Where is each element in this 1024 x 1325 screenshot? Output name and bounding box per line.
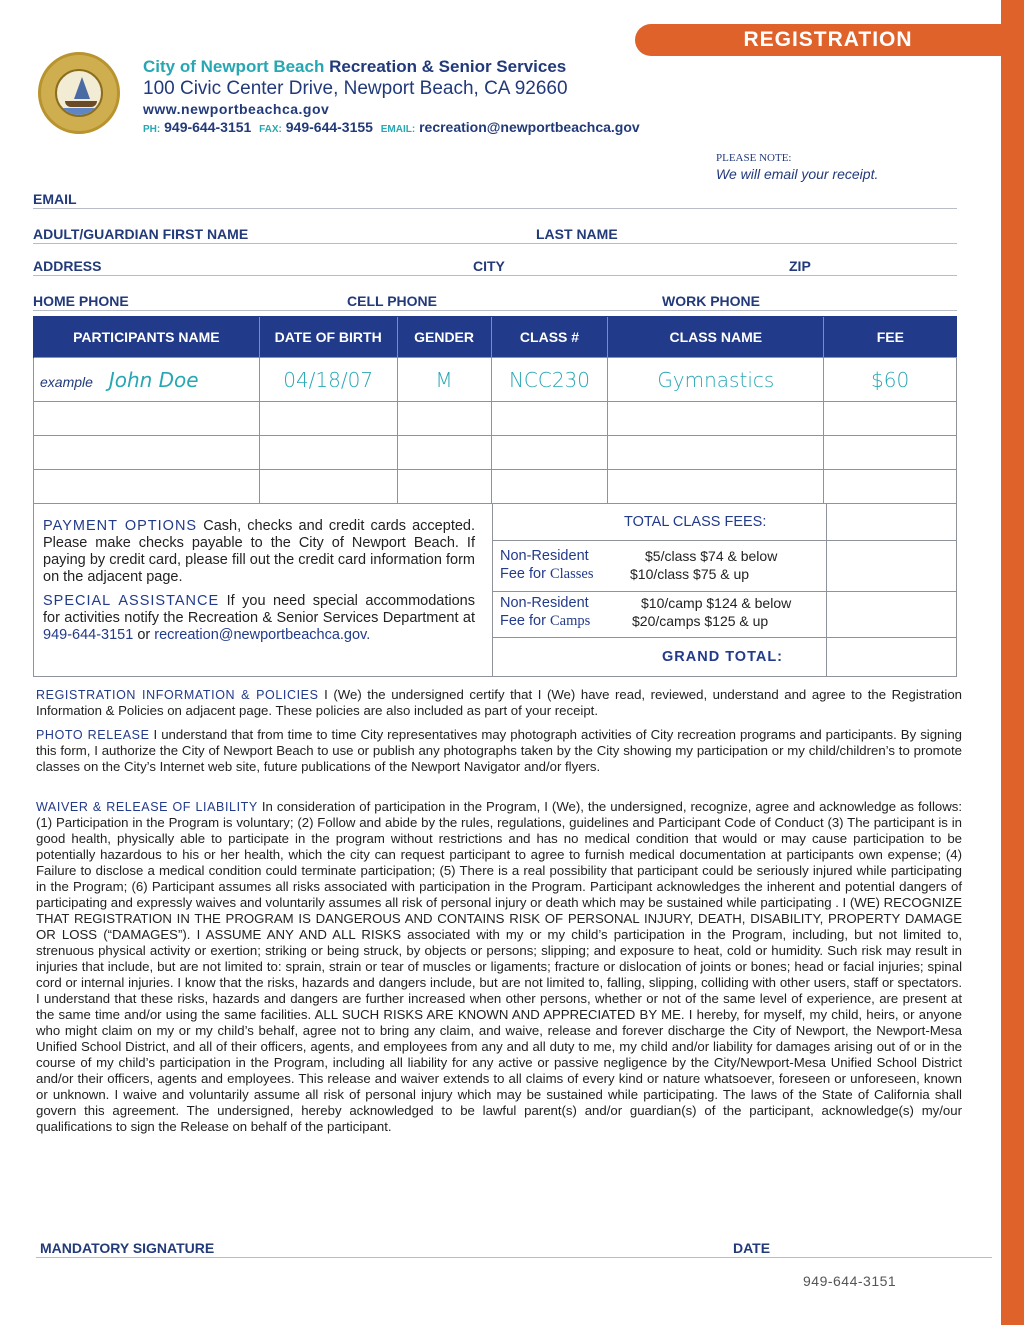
col-gender: GENDER bbox=[397, 317, 491, 358]
email-field[interactable] bbox=[33, 208, 957, 209]
footer-phone: 949-644-3151 bbox=[803, 1273, 897, 1289]
example-class-number: NCC230 bbox=[491, 358, 608, 402]
work-phone-label: WORK PHONE bbox=[662, 293, 760, 309]
col-class-number: CLASS # bbox=[491, 317, 608, 358]
col-participant-name: PARTICIPANTS NAME bbox=[34, 317, 260, 358]
example-row bbox=[34, 358, 957, 402]
table-row[interactable] bbox=[34, 402, 957, 436]
example-dob: 04/18/07 bbox=[259, 358, 397, 402]
special-assistance: SPECIAL ASSISTANCE If you need special accommodations for activities notify the Recreation & Senior Services Department at 949-644-3151 or recreation@newportbeachca.gov. bbox=[43, 593, 475, 643]
phone-number: 949-644-3151 bbox=[164, 119, 252, 135]
zip-label: ZIP bbox=[789, 258, 811, 274]
total-class-fees-label: TOTAL CLASS FEES: bbox=[624, 514, 767, 530]
name-field[interactable] bbox=[33, 243, 957, 244]
example-gender: M bbox=[397, 358, 491, 402]
phone-field[interactable] bbox=[33, 310, 957, 311]
col-class-name: CLASS NAME bbox=[608, 317, 824, 358]
org-address: 100 Civic Center Drive, Newport Beach, CA 92660 bbox=[143, 78, 568, 99]
address-field[interactable] bbox=[33, 275, 957, 276]
col-date-of-birth: DATE OF BIRTH bbox=[259, 317, 397, 358]
date-label: DATE bbox=[733, 1240, 771, 1256]
side-accent-bar bbox=[1001, 0, 1024, 1325]
home-phone-label: HOME PHONE bbox=[33, 293, 129, 309]
org-name bbox=[143, 57, 566, 77]
signature-label: MANDATORY SIGNATURE bbox=[40, 1240, 215, 1256]
cell-phone-label: CELL PHONE bbox=[347, 293, 437, 309]
note-text: We will email your receipt. bbox=[716, 166, 879, 182]
registration-policies: REGISTRATION INFORMATION & POLICIES I (We) the undersigned certify that I (We) have read, reviewed, understand and agree to the Registration Information & Policies on adjacent page. These policies are also included as part of your receipt. bbox=[36, 687, 962, 718]
city-seal-logo bbox=[38, 52, 120, 134]
table-row[interactable] bbox=[34, 470, 957, 504]
payment-options: PAYMENT OPTIONS Cash, checks and credit cards accepted. Please make checks payable to the City of Newport Beach. If paying by credit card, please fill out the credit card information form on the adjacent page. bbox=[43, 518, 475, 585]
website-link[interactable]: www.newportbeachca.gov bbox=[143, 101, 330, 117]
last-name-label: LAST NAME bbox=[536, 226, 618, 242]
example-name-cell: example John Doe bbox=[34, 358, 260, 402]
grand-total-label: GRAND TOTAL: bbox=[662, 649, 784, 665]
example-class-name: Gymnastics bbox=[608, 358, 824, 402]
fax-number: 949-644-3155 bbox=[285, 119, 373, 135]
assist-email-link[interactable]: recreation@newportbeachca.gov. bbox=[154, 627, 371, 643]
fees-box: TOTAL CLASS FEES: Non-Resident Fee for Classes $5/class $74 & below $10/class $75 & up Non-Resident Fee for Camps $10/camp $124 & below $20/camps $125 & up GRAND TOTAL: bbox=[492, 503, 957, 677]
photo-release: PHOTO RELEASE I understand that from time to time City representatives may photograph activities of City recreation programs and participants. By signing this form, I authorize the City of Newport Beach to use or publish any photographs taken by the City showing my participation or my child/children’s to promote classes on the City’s Internet web site, future publications of the Newport Navigator and/or flyers. bbox=[36, 727, 962, 774]
city-name: City of Newport Beach bbox=[143, 57, 325, 76]
note-label: PLEASE NOTE: bbox=[716, 152, 792, 164]
email-link[interactable]: recreation@newportbeachca.gov bbox=[419, 119, 640, 135]
signature-line[interactable] bbox=[36, 1257, 992, 1258]
example-fee: $60 bbox=[824, 358, 957, 402]
table-header bbox=[34, 317, 957, 358]
payment-info bbox=[43, 518, 475, 651]
waiver-release: WAIVER & RELEASE OF LIABILITY In consideration of participation in the Program, I (We), the undersigned, recognize, agree and acknowledge as follows: (1) Participation in the Program is voluntary; (2) Follow and abide by the rules, regulations, guidelines and Participant Code of Conduct (3) The participant is in good health, physically able to participate in the program without restrictions and has no medical condition that would or may cause participation to be potentially hazardous to his or her health, which the city can request participant to agree to furnish medical documentation at participants own expense; (4) Failure to disclose a medical condition could terminate participation; (5) There is a real possibility that participant could be seriously injured while participating in the Program; (6) Participant assumes all risks associated with participation in the Program. Participant acknowledges the inherent and potential dangers of participating and expressly waives and voluntarily assumes all risk of personal injury or death which may be sustained while participating . I (WE) RECOGNIZE THAT REGISTRATION IN THE PROGRAM IS DANGEROUS AND CONTAINS RISK OF PERSONAL INJURY, DEATH, DISABILITY, PROPERTY DAMAGE OR LOSS (“DAMAGES”). I ASSUME ANY AND ALL RISKS associated with my or my child’s participation in the Program, including, but not limited to, strenuous physical activity or exertion; striking or being struck, by objects or persons; slipping; and exposure to heat, cold or humidity. Such risk may result in injuries that include, but are not limited to: sprain, strain or tear of muscles or ligaments; fracture or dislocation of joints or bones; head or facial injuries; spinal cord or internal injuries. I know that the risks, hazards and dangers include, but are not limited to, falling, slipping, colliding with other users, staff or spectators. I understand that these risks, hazards and dangers are further increased when other persons, whether or not of the same level of experience, are present at the same time and/or using the same facilities. ALL SUCH RISKS ARE KNOWN AND APPRECIATED BY ME. I hereby, for myself, my child, heirs, or anyone who might claim on my or my child’s behalf, agree not to bring any claim, and waive, release and forever discharge the City of Newport, the Newport-Mesa Unified School District, and all of their officers, agents, and employees from any and all duty to me, my child and/or liability for damages arising out of or in the course of my child’s participation in the Program, including all liability for any active or passive negligence by the City/Newport-Mesa Unified School District and/or their officers, agents and employees. This release and waiver extends to all claims of every kind or nature whatsoever, foreseen or unforeseen, known or unknown. I waive and voluntarily assume all risk of personal injury which may be sustained while participating. The laws of the State of California shall govern this agreement. The undersigned, hereby acknowledged to be lawful parent(s) and/or guardian(s) of the participant, acknowledge(s) my/our qualifications to sign the Release on behalf of the participant. bbox=[36, 799, 962, 1134]
address-label: ADDRESS bbox=[33, 258, 102, 274]
table-row[interactable] bbox=[34, 436, 957, 470]
city-label: CITY bbox=[473, 258, 505, 274]
col-fee: FEE bbox=[824, 317, 957, 358]
department-name: Recreation & Senior Services bbox=[329, 57, 567, 76]
first-name-label: ADULT/GUARDIAN FIRST NAME bbox=[33, 226, 249, 242]
registration-banner: REGISTRATION bbox=[635, 24, 1001, 56]
contact-line: PH: 949-644-3151 FAX: 949-644-3155 EMAIL: recreation@newportbeachca.gov bbox=[143, 119, 640, 135]
participants-table bbox=[33, 316, 957, 504]
email-label: EMAIL bbox=[33, 191, 77, 207]
